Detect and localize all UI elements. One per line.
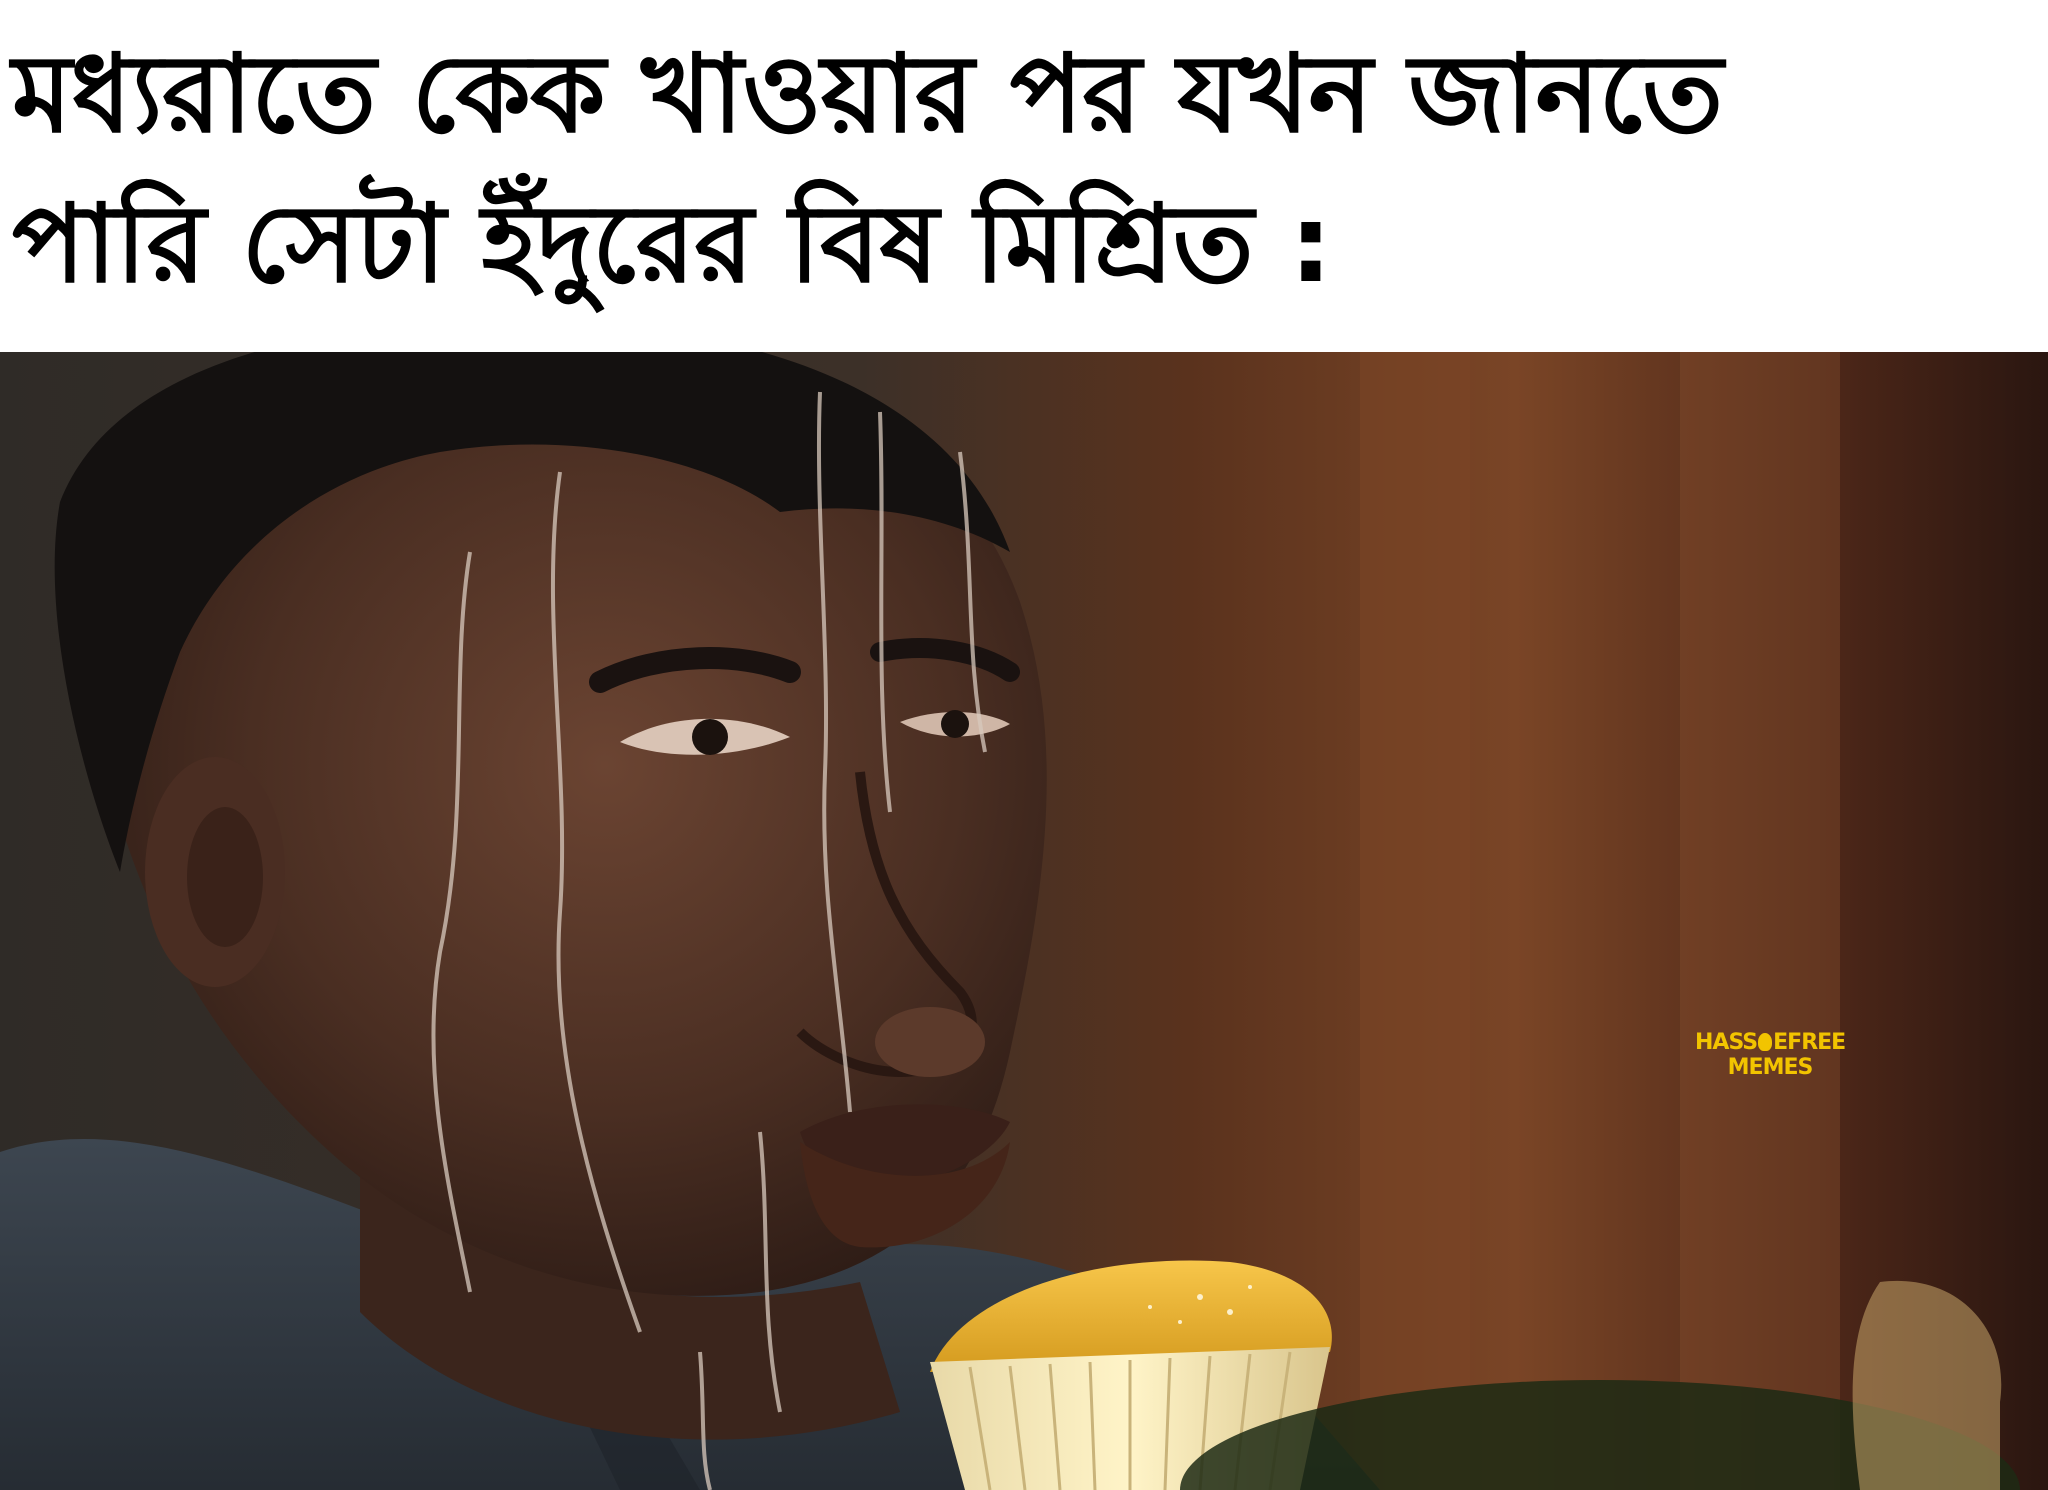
watermark-text-bottom: MEMES xyxy=(1727,1055,1813,1080)
ear-inner xyxy=(187,807,263,947)
pupil-left xyxy=(692,719,728,755)
lightbulb-icon xyxy=(1758,1033,1772,1051)
nose-tip xyxy=(875,1007,985,1077)
background-pillar xyxy=(1360,352,1470,1490)
caption-line-1: মধ্যরাতে কেক খাওয়ার পর যখন জানতে xyxy=(12,32,1723,157)
photo-panel xyxy=(0,352,2048,1490)
pupil-right xyxy=(941,710,969,738)
caption-line-2: পারি সেটা ইঁদুরের বিষ মিশ্রিত : xyxy=(12,182,1332,307)
watermark-text-left: HASS xyxy=(1695,1030,1758,1055)
background-wall xyxy=(1680,352,1840,1490)
watermark-logo xyxy=(1695,1030,1845,1080)
caption-panel xyxy=(0,0,2048,352)
photo-illustration xyxy=(0,352,2048,1490)
watermark-text-right: EFREE xyxy=(1773,1030,1846,1055)
